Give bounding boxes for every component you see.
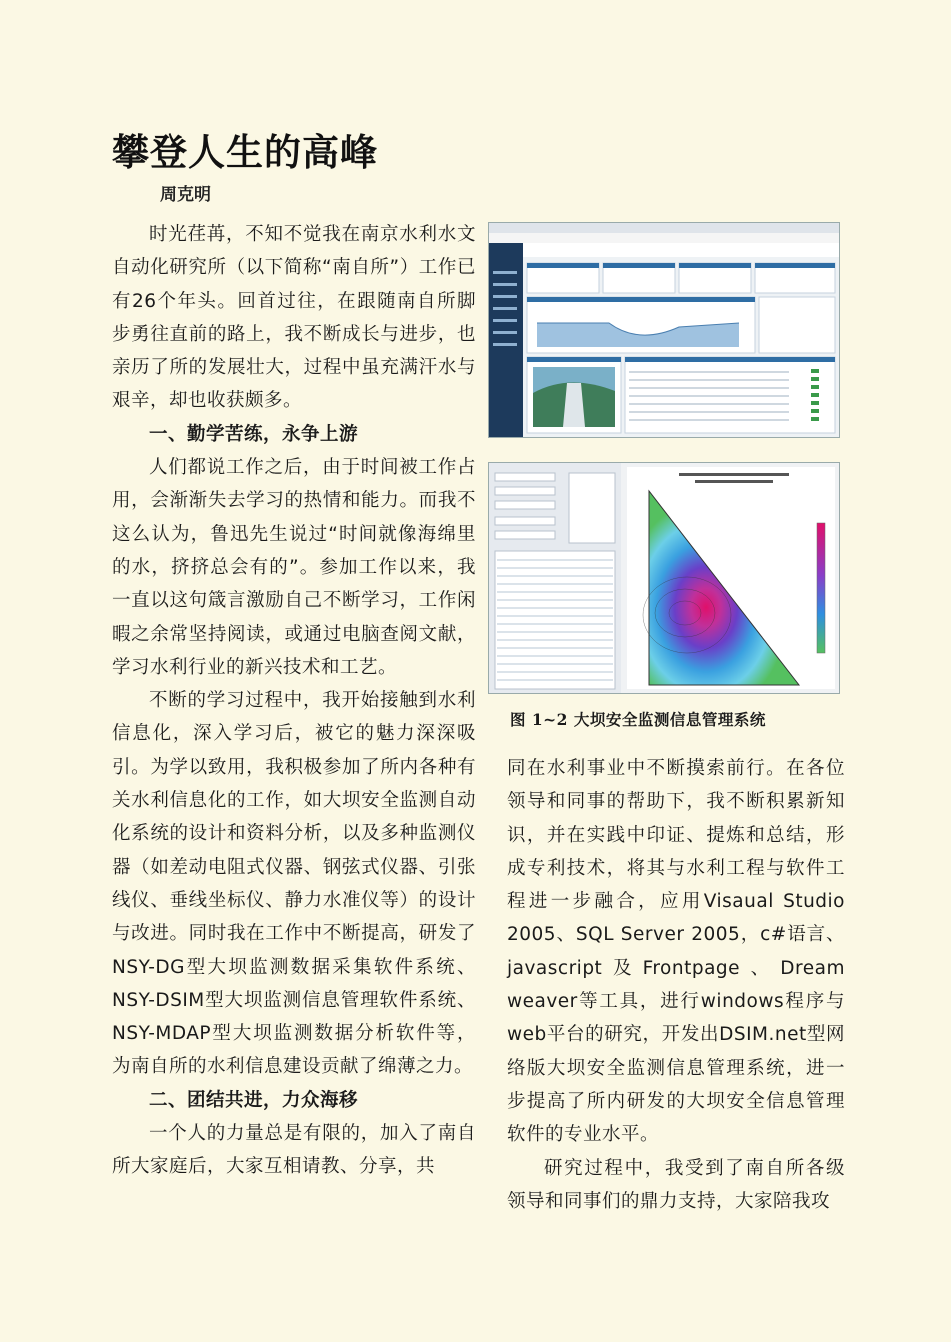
paragraph: 不断的学习过程中，我开始接触到水利信息化，深入学习后，被它的魅力深深吸引。为学以致用，我积极参加了所内各种有关水利信息化的工作，如大坝安全监测自动化系统的设计和资料分析，以及多种监测仪器（如差动电阻式仪器、钢弦式仪器、引张线仪、垂线坐标仪、静力水准仪等）的设计与改进。同时我在工作中不断提高，研发了NSY-DG型大坝监测数据采集软件系统、NSY-DSIM型大坝监测信息管理软件系统、NSY-MDAP型大坝监测数据分析软件等，为南自所的水利信息建设贡献了绵薄之力。: [112, 690, 476, 1078]
left-column: [112, 218, 476, 1184]
contour-screenshot-image: [488, 462, 840, 694]
paragraph: 研究过程中，我受到了南自所各级领导和同事们的鼎力支持，大家陪我攻: [507, 1157, 845, 1212]
paragraph: 人们都说工作之后，由于时间被工作占用，会渐渐失去学习的热情和能力。而我不这么认为，鲁迅先生说过“时间就像海绵里的水，挤挤总会有的”。参加工作以来，我一直以这句箴言激励自己不断学习，工作闲暇之余常坚持阅读，或通过电脑查阅文献，学习水利行业的新兴技术和工艺。: [112, 457, 476, 678]
article-title: 攀登人生的高峰: [112, 130, 378, 174]
paragraph: 时光荏苒，不知不觉我在南京水利水文自动化研究所（以下简称“南自所”）工作已有26个年头。回首过往，在跟随南自所脚步勇往直前的路上，我不断成长与进步，也亲历了所的发展壮大，过程中虽充满汗水与艰辛，却也收获颇多。: [112, 224, 476, 412]
section-heading: 一、勤学苦练，永争上游: [149, 423, 359, 445]
dashboard-screenshot-image: [488, 222, 840, 438]
article-author: 周克明: [160, 185, 211, 205]
right-column: [507, 752, 845, 1218]
contour-illustration: [489, 463, 839, 693]
paragraph: 同在水利事业中不断摸索前行。在各位领导和同事的帮助下，我不断积累新知识，并在实践中印证、提炼和总结，形成专利技术，将其与水利工程与软件工程进一步融合，应用Visaual Studio 2005、SQL Server 2005，c#语言、javascript及Frontpage、Dream weaver等工具，进行windows程序与web平台的研究，开发出DSIM.net型网络版大坝安全监测信息管理系统，进一步提高了所内研发的大坝安全信息管理软件的专业水平。: [507, 758, 845, 1146]
dashboard-illustration: [489, 223, 839, 437]
paragraph: 一个人的力量总是有限的，加入了南自所大家庭后，大家互相请教、分享，共: [112, 1123, 476, 1178]
section-heading: 二、团结共进，力众海移: [149, 1089, 359, 1111]
figure-caption: 图 1~2 大坝安全监测信息管理系统: [510, 710, 766, 729]
